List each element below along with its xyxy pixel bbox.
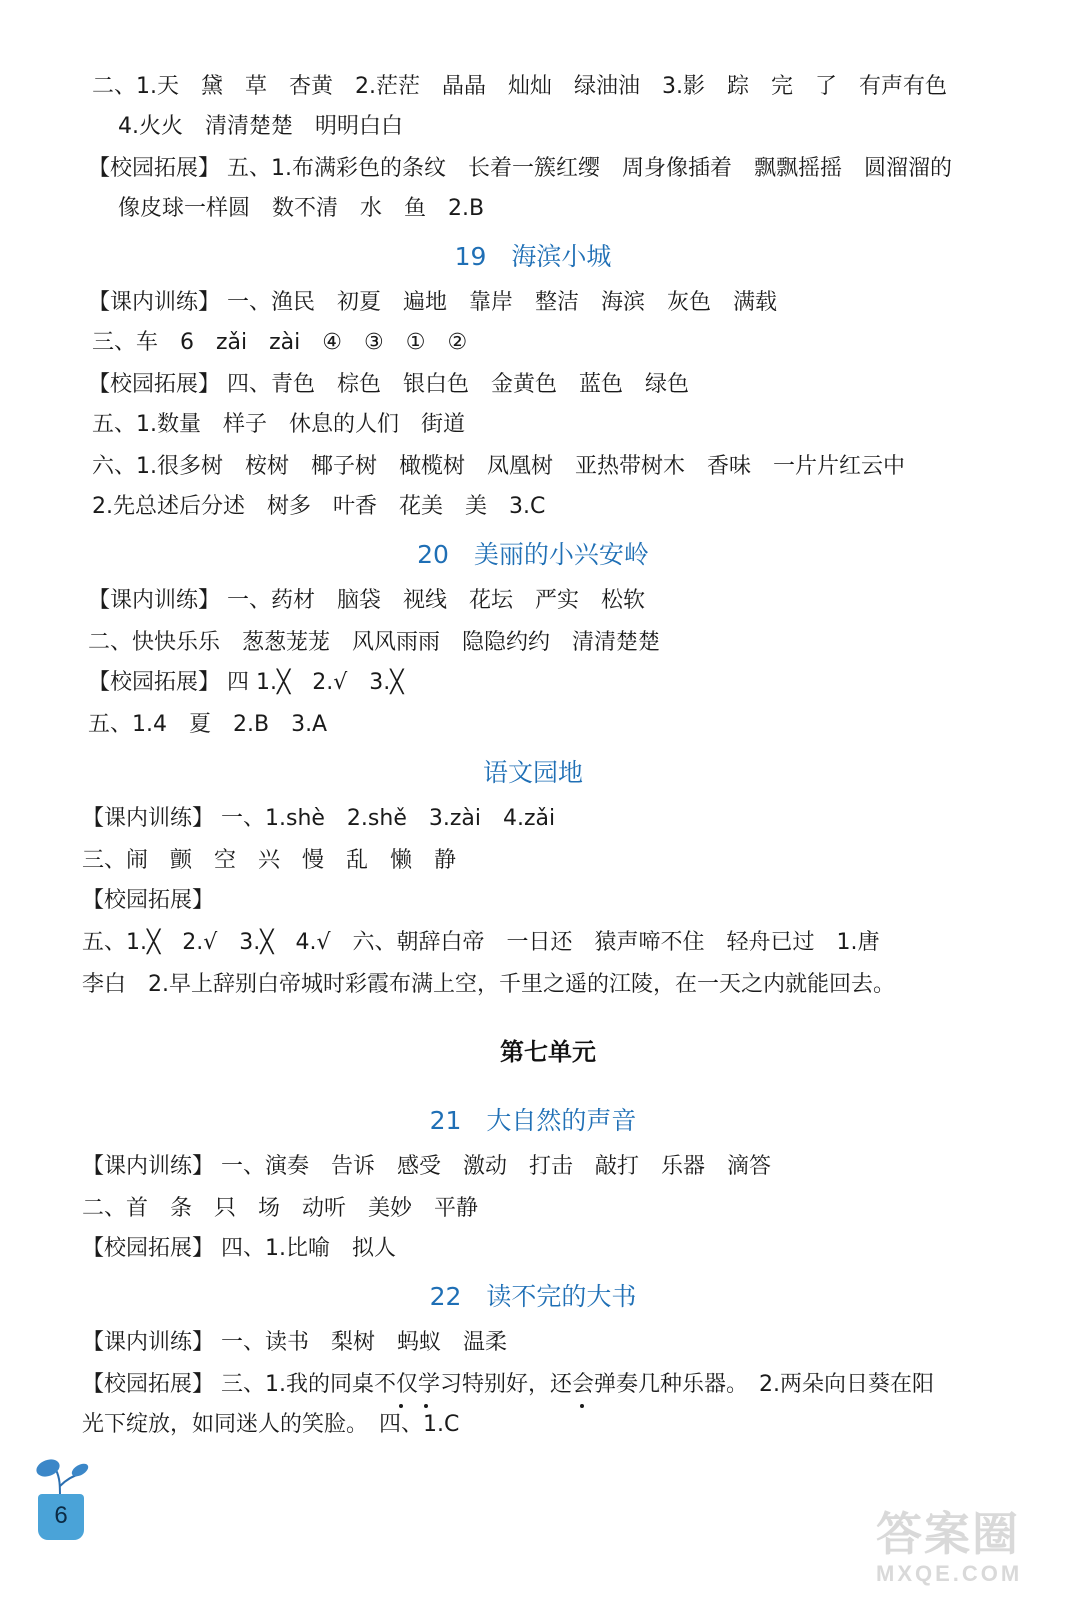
answer-line: 【校园拓展】 四、1.比喻 拟人 <box>82 1236 396 1261</box>
answer-line: 六、1.很多树 桉树 椰子树 橄榄树 凤凰树 亚热带树木 香味 一片片红云中 <box>92 454 905 479</box>
watermark-logo: 答案圈 <box>876 1507 1020 1561</box>
lesson-heading-19: 19 海滨小城 <box>454 242 612 271</box>
answer-line: 五、1.╳ 2.√ 3.╳ 4.√ 六、朝辞白帝 一日还 猿声啼不住 轻舟已过 1.唐 <box>82 930 880 955</box>
answer-line: 三、闹 颤 空 兴 慢 乱 懒 静 <box>82 848 457 873</box>
answer-line: 【校园拓展】 <box>82 888 215 913</box>
watermark-url: MXQE.COM <box>876 1561 1023 1586</box>
answer-line: 【校园拓展】 四 1.╳ 2.√ 3.╳ <box>88 670 404 695</box>
answer-line: 像皮球一样圆 数不清 水 鱼 2.B <box>118 196 485 221</box>
lesson-heading-21: 21 大自然的声音 <box>429 1106 637 1135</box>
lesson-heading-20: 20 美丽的小兴安岭 <box>417 540 649 569</box>
answer-line: 二、1.天 黛 草 杏黄 2.茫茫 晶晶 灿灿 绿油油 3.影 踪 完 了 有声有色 <box>92 74 947 99</box>
answer-line: 【校园拓展】 三、1.我的同桌不仅学习特别好，还会弹奏几种乐器。 2.两朵向日葵在阳 <box>82 1372 934 1397</box>
page-number: 6 <box>54 1502 68 1529</box>
sprout-icon <box>30 1456 90 1498</box>
answer-line: 【课内训练】 一、1.shè 2.shě 3.zài 4.zǎi <box>82 806 556 831</box>
unit-title: 第七单元 <box>500 1038 596 1066</box>
emphasis-dot <box>399 1404 403 1408</box>
answer-line: 【校园拓展】 五、1.布满彩色的条纹 长着一簇红缨 周身像插着 飘飘摇摇 圆溜溜的 <box>88 156 952 181</box>
answer-line: 二、快快乐乐 葱葱茏茏 风风雨雨 隐隐约约 清清楚楚 <box>88 630 661 655</box>
answer-line: 【校园拓展】 四、青色 棕色 银白色 金黄色 蓝色 绿色 <box>88 372 689 397</box>
answer-line: 【课内训练】 一、药材 脑袋 视线 花坛 严实 松软 <box>88 588 645 613</box>
answer-line: 三、车 6 zǎi zài ④ ③ ① ② <box>92 330 468 355</box>
emphasis-dot <box>580 1404 584 1408</box>
answer-line: 二、首 条 只 场 动听 美妙 平静 <box>82 1196 479 1221</box>
answer-line: 【课内训练】 一、渔民 初夏 遍地 靠岸 整洁 海滨 灰色 满载 <box>88 290 777 315</box>
answer-line: 五、1.4 夏 2.B 3.A <box>88 712 328 737</box>
answer-line: 4.火火 清清楚楚 明明白白 <box>118 114 403 139</box>
answer-line: 光下绽放，如同迷人的笑脸。 四、1.C <box>82 1412 460 1437</box>
section-heading-yuwen-yuandi: 语文园地 <box>482 758 583 787</box>
answer-line: 2.先总述后分述 树多 叶香 花美 美 3.C <box>92 494 546 519</box>
answer-line: 【课内训练】 一、读书 梨树 蚂蚁 温柔 <box>82 1330 507 1355</box>
answer-line: 李白 2.早上辞别白帝城时彩霞布满上空，千里之遥的江陵，在一天之内就能回去。 <box>82 972 895 997</box>
emphasis-dot <box>424 1404 428 1408</box>
answer-line: 五、1.数量 样子 休息的人们 街道 <box>92 412 465 437</box>
lesson-heading-22: 22 读不完的大书 <box>429 1282 637 1311</box>
answer-line: 【课内训练】 一、演奏 告诉 感受 激动 打击 敲打 乐器 滴答 <box>82 1154 771 1179</box>
